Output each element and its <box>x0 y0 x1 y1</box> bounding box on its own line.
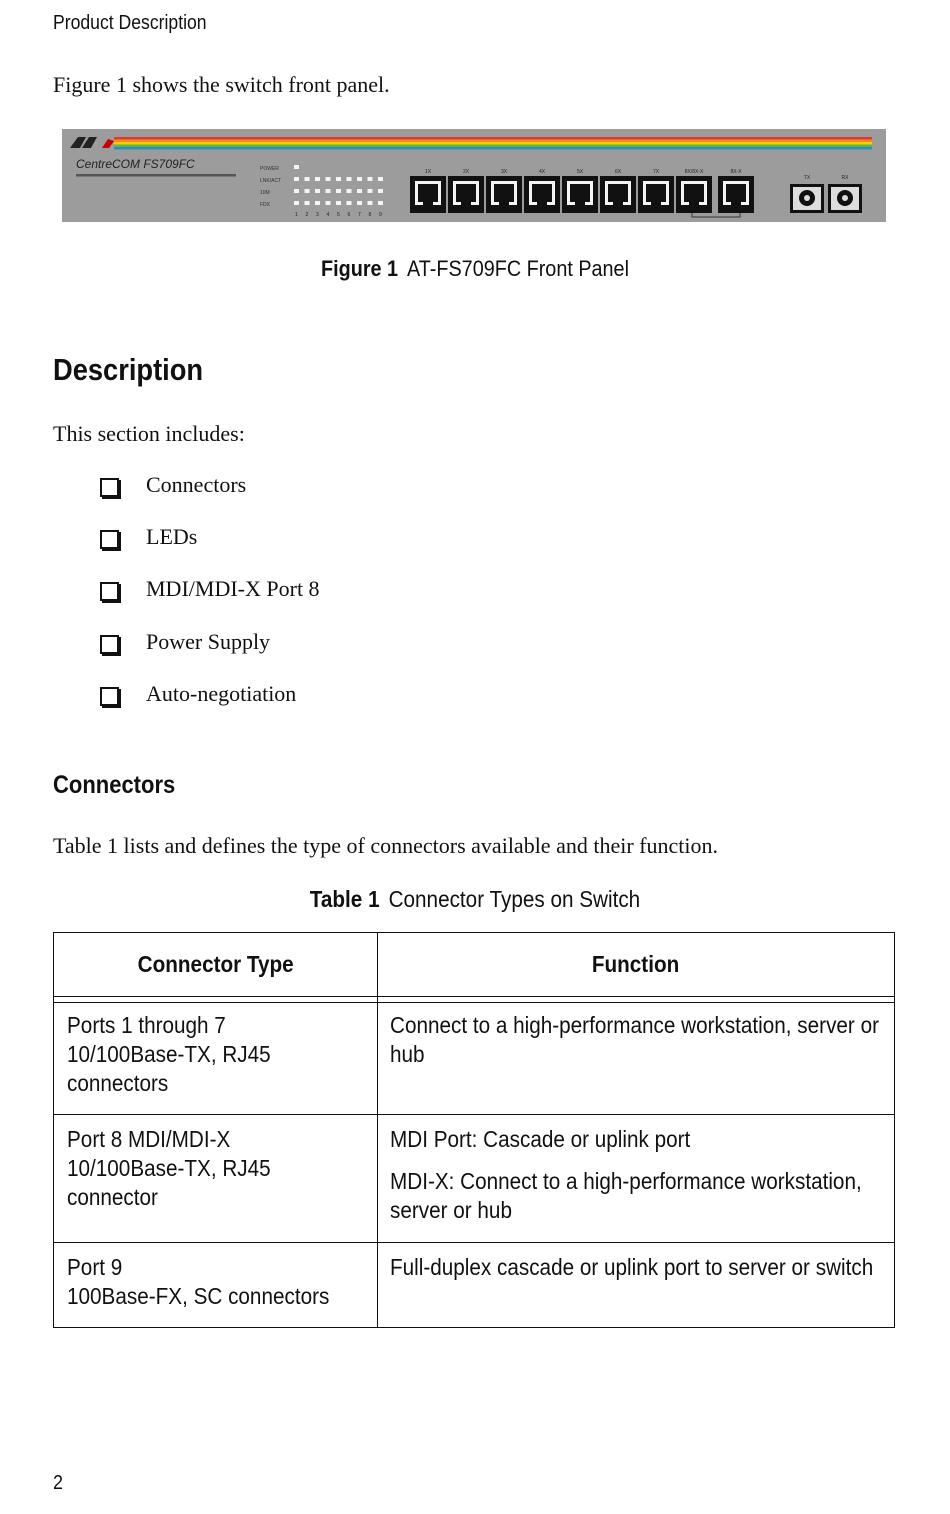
led-indicator <box>368 177 373 181</box>
led-indicator <box>305 201 310 205</box>
figure-title: AT-FS709FC Front Panel <box>407 256 629 281</box>
led-port-number: 7 <box>358 212 361 218</box>
port-label: 8X/8X-X <box>684 169 704 175</box>
fiber-label: RX <box>841 175 849 181</box>
led-indicator <box>294 201 299 205</box>
led-indicator <box>326 201 331 205</box>
checkbox-bullet-icon <box>100 582 119 601</box>
port-label: 2X <box>462 169 470 175</box>
led-port-number: 5 <box>337 212 340 218</box>
led-indicator <box>336 201 341 205</box>
led-indicator <box>378 189 383 193</box>
allied-telesyn-logo <box>70 137 114 148</box>
rj45-port <box>638 169 674 213</box>
led-port-number: 8 <box>368 212 372 218</box>
table-number: Table 1 <box>309 886 380 912</box>
port-label: 5X <box>576 169 584 175</box>
port-label: 1X <box>424 169 432 175</box>
checkbox-bullet-icon <box>100 478 119 497</box>
rj45-port <box>524 169 560 213</box>
list-item <box>100 629 320 681</box>
section-topics-list <box>100 472 320 733</box>
table-cell-type: Port 9 100Base-FX, SC connectors <box>67 1254 330 1309</box>
list-item-label: Power Supply <box>146 628 271 654</box>
port-label: 8X-X <box>730 169 742 175</box>
connector-types-table <box>53 932 895 1328</box>
description-intro: This section includes: <box>53 421 245 446</box>
led-indicator <box>315 189 320 193</box>
led-port-number: 9 <box>379 212 382 218</box>
intro-text: Figure 1 shows the switch front panel. <box>53 72 390 97</box>
led-indicator <box>336 189 341 193</box>
connectors-heading: Connectors <box>53 771 176 799</box>
table-cell-function: Connect to a high-performance workstation, server or hub <box>390 1012 879 1067</box>
led-indicator <box>378 177 383 181</box>
led-indicator <box>326 177 331 181</box>
led-port-number: 2 <box>305 212 309 218</box>
led-indicator <box>294 177 299 181</box>
rj45-port <box>562 169 598 213</box>
rj45-port <box>600 169 636 213</box>
list-item <box>100 681 320 733</box>
running-header: Product Description <box>53 12 207 34</box>
table-title: Connector Types on Switch <box>388 886 641 912</box>
list-item-label: LEDs <box>146 524 198 550</box>
led-label: FDX <box>260 202 270 208</box>
port-label: 4X <box>538 169 546 175</box>
port-label: 3X <box>500 169 508 175</box>
led-indicator <box>347 189 352 193</box>
list-item <box>100 524 320 576</box>
led-indicator <box>336 177 341 181</box>
led-indicator <box>357 201 362 205</box>
table-header-function: Function <box>592 950 680 977</box>
model-label: CentreCOM FS709FC <box>76 157 195 171</box>
led-indicator <box>357 177 362 181</box>
port-label: 7X <box>652 169 660 175</box>
table-header-connector-type: Connector Type <box>137 950 294 977</box>
table-caption <box>48 886 903 913</box>
led-indicator <box>326 189 331 193</box>
table-cell-type: Ports 1 through 7 10/100Base-TX, RJ45 connectors <box>67 1012 271 1096</box>
switch-front-panel-figure <box>62 129 886 222</box>
rj45-port <box>486 169 522 213</box>
led-indicator <box>305 177 310 181</box>
list-item-label: Connectors <box>146 472 247 497</box>
led-indicator <box>315 177 320 181</box>
list-item <box>100 576 320 628</box>
list-item-label: Auto-negotiation <box>146 680 297 706</box>
port-label: 6X <box>614 169 622 175</box>
led-port-number: 3 <box>316 212 319 218</box>
led-indicator <box>294 165 299 169</box>
checkbox-bullet-icon <box>100 635 119 654</box>
led-port-number: 6 <box>347 212 351 218</box>
led-indicator <box>378 201 383 205</box>
led-indicator <box>347 201 352 205</box>
rj45-port <box>448 169 484 213</box>
sc-fiber-port <box>790 175 824 213</box>
rj45-port <box>676 169 712 213</box>
figure-number: Figure 1 <box>321 256 399 281</box>
led-port-number: 1 <box>295 212 298 218</box>
connectors-intro: Table 1 lists and defines the type of connectors available and their function. <box>53 833 718 858</box>
checkbox-bullet-icon <box>100 530 119 549</box>
led-port-number: 4 <box>326 212 330 218</box>
led-indicator <box>315 201 320 205</box>
led-label: POWER <box>260 166 279 172</box>
table-cell-function: Full-duplex cascade or uplink port to server or switch <box>390 1254 874 1280</box>
led-label: LNK/ACT <box>260 178 282 184</box>
led-indicator <box>368 189 373 193</box>
sc-fiber-port <box>828 175 862 213</box>
led-indicator <box>294 189 299 193</box>
led-indicator <box>347 177 352 181</box>
rj45-port <box>410 169 446 213</box>
checkbox-bullet-icon <box>100 687 119 706</box>
led-indicator <box>368 201 373 205</box>
table-cell-type: Port 8 MDI/MDI-X 10/100Base-TX, RJ45 connector <box>67 1126 271 1210</box>
led-label: 10M <box>260 190 270 196</box>
description-heading: Description <box>53 352 204 387</box>
fiber-label: TX <box>803 175 811 181</box>
table-cell-function: MDI Port: Cascade or uplink port MDI-X: Connect to a high-performance workstation, server or hub <box>390 1126 862 1223</box>
rainbow-stripe <box>114 137 872 150</box>
led-indicator <box>357 189 362 193</box>
page-number: 2 <box>53 1472 64 1494</box>
led-indicator <box>305 189 310 193</box>
list-item <box>100 472 320 524</box>
rj45-port <box>718 169 754 213</box>
figure-caption <box>48 256 903 282</box>
list-item-label: MDI/MDI-X Port 8 <box>146 576 320 602</box>
